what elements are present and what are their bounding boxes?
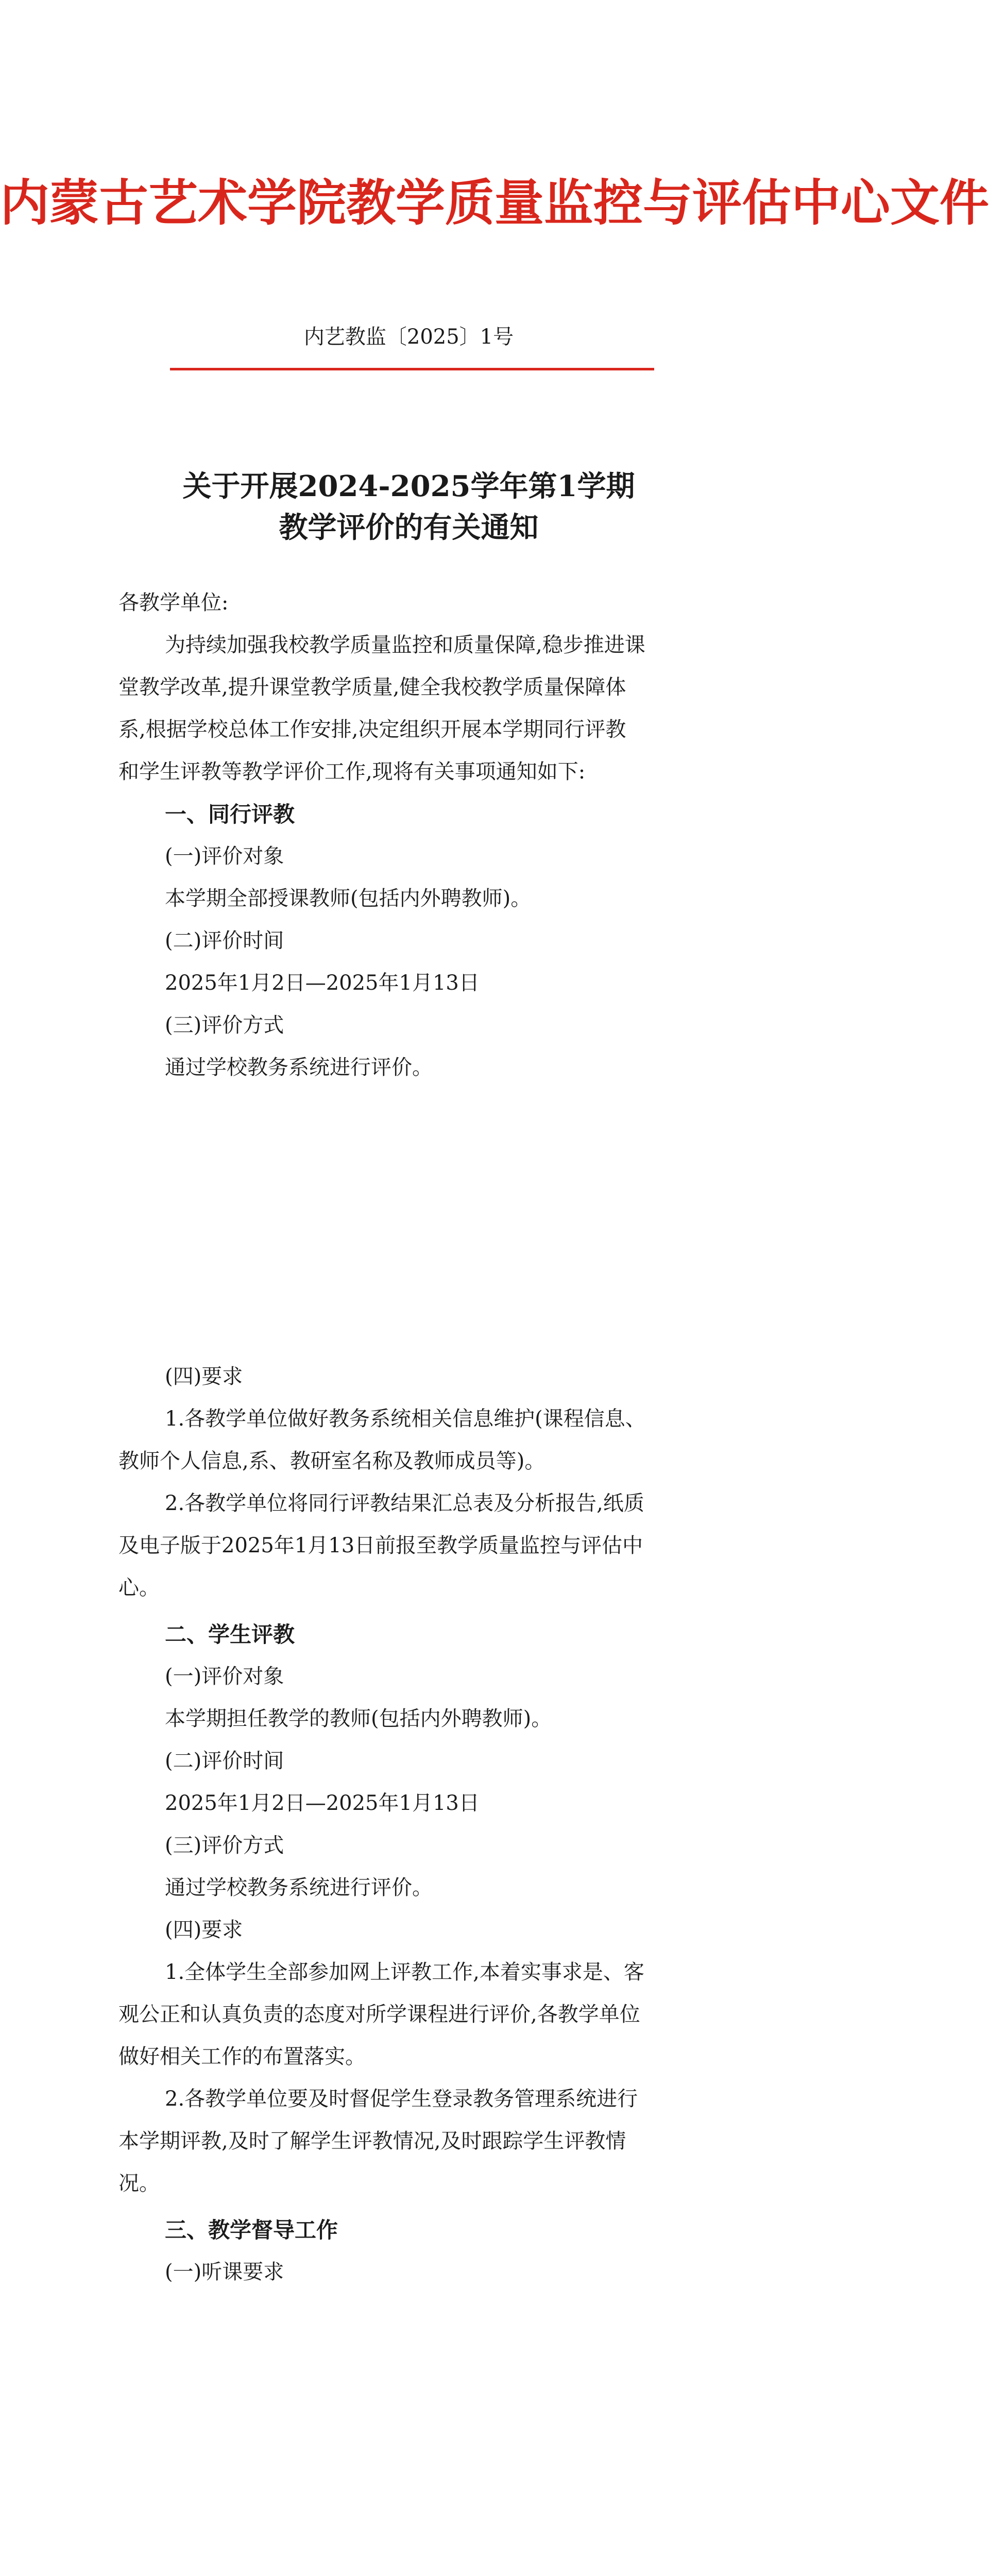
section-heading-student: 二、学生评教 — [165, 1622, 295, 1647]
peer-req-label: (四)要求 — [165, 1365, 243, 1388]
header-divider — [170, 368, 654, 370]
peer-req-line: 1.各教学单位做好教务系统相关信息维护(课程信息、 — [165, 1407, 646, 1431]
student-req-line: 观公正和认真负责的态度对所学课程进行评价,各教学单位 — [118, 2003, 640, 2026]
student-req-line: 况。 — [118, 2172, 160, 2195]
student-target-label: (一)评价对象 — [165, 1665, 284, 1688]
student-req-line: 2.各教学单位要及时督促学生登录教务管理系统进行 — [165, 2087, 638, 2111]
salutation: 各教学单位: — [118, 591, 229, 615]
peer-req-line: 2.各教学单位将同行评教结果汇总表及分析报告,纸质 — [165, 1492, 644, 1515]
student-method-text: 通过学校教务系统进行评价。 — [165, 1876, 433, 1900]
student-time-label: (二)评价时间 — [165, 1749, 284, 1773]
peer-req-line: 心。 — [118, 1576, 160, 1600]
header-title: 内蒙古艺术学院教学质量监控与评估中心文件 — [0, 174, 989, 232]
intro-line: 和学生评教等教学评价工作,现将有关事项通知如下: — [118, 760, 586, 784]
intro-line: 为持续加强我校教学质量监控和质量保障,稳步推进课 — [165, 633, 645, 657]
notice-title-line-2: 教学评价的有关通知 — [279, 511, 539, 545]
student-method-label: (三)评价方式 — [165, 1834, 284, 1857]
section-heading-supervision: 三、教学督导工作 — [165, 2217, 338, 2243]
peer-method-text: 通过学校教务系统进行评价。 — [165, 1056, 433, 1079]
student-req-label: (四)要求 — [165, 1918, 243, 1942]
peer-time-text: 2025年1月2日—2025年1月13日 — [165, 971, 480, 995]
student-req-line: 本学期评教,及时了解学生评教情况,及时跟踪学生评教情 — [118, 2129, 626, 2153]
intro-line: 系,根据学校总体工作安排,决定组织开展本学期同行评教 — [118, 718, 626, 741]
peer-time-label: (二)评价时间 — [165, 929, 284, 953]
intro-line: 堂教学改革,提升课堂教学质量,健全我校教学质量保障体 — [118, 675, 626, 699]
peer-method-label: (三)评价方式 — [165, 1013, 284, 1037]
peer-req-line: 教师个人信息,系、教研室名称及教师成员等)。 — [118, 1449, 545, 1473]
student-req-line: 1.全体学生全部参加网上评教工作,本着实事求是、客 — [165, 1960, 644, 1984]
peer-target-label: (一)评价对象 — [165, 844, 284, 868]
student-target-text: 本学期担任教学的教师(包括内外聘教师)。 — [165, 1707, 552, 1731]
supervision-listen-label: (一)听课要求 — [165, 2260, 284, 2284]
peer-req-line: 及电子版于2025年1月13日前报至教学质量监控与评估中 — [118, 1534, 643, 1557]
document-number: 内艺教监〔2025〕1号 — [303, 325, 514, 349]
student-req-line: 做好相关工作的布置落实。 — [118, 2045, 366, 2069]
section-heading-peer: 一、同行评教 — [165, 802, 295, 827]
peer-target-text: 本学期全部授课教师(包括内外聘教师)。 — [165, 887, 532, 910]
student-time-text: 2025年1月2日—2025年1月13日 — [165, 1791, 480, 1815]
notice-title-line-1: 关于开展2024-2025学年第1学期 — [182, 469, 635, 503]
